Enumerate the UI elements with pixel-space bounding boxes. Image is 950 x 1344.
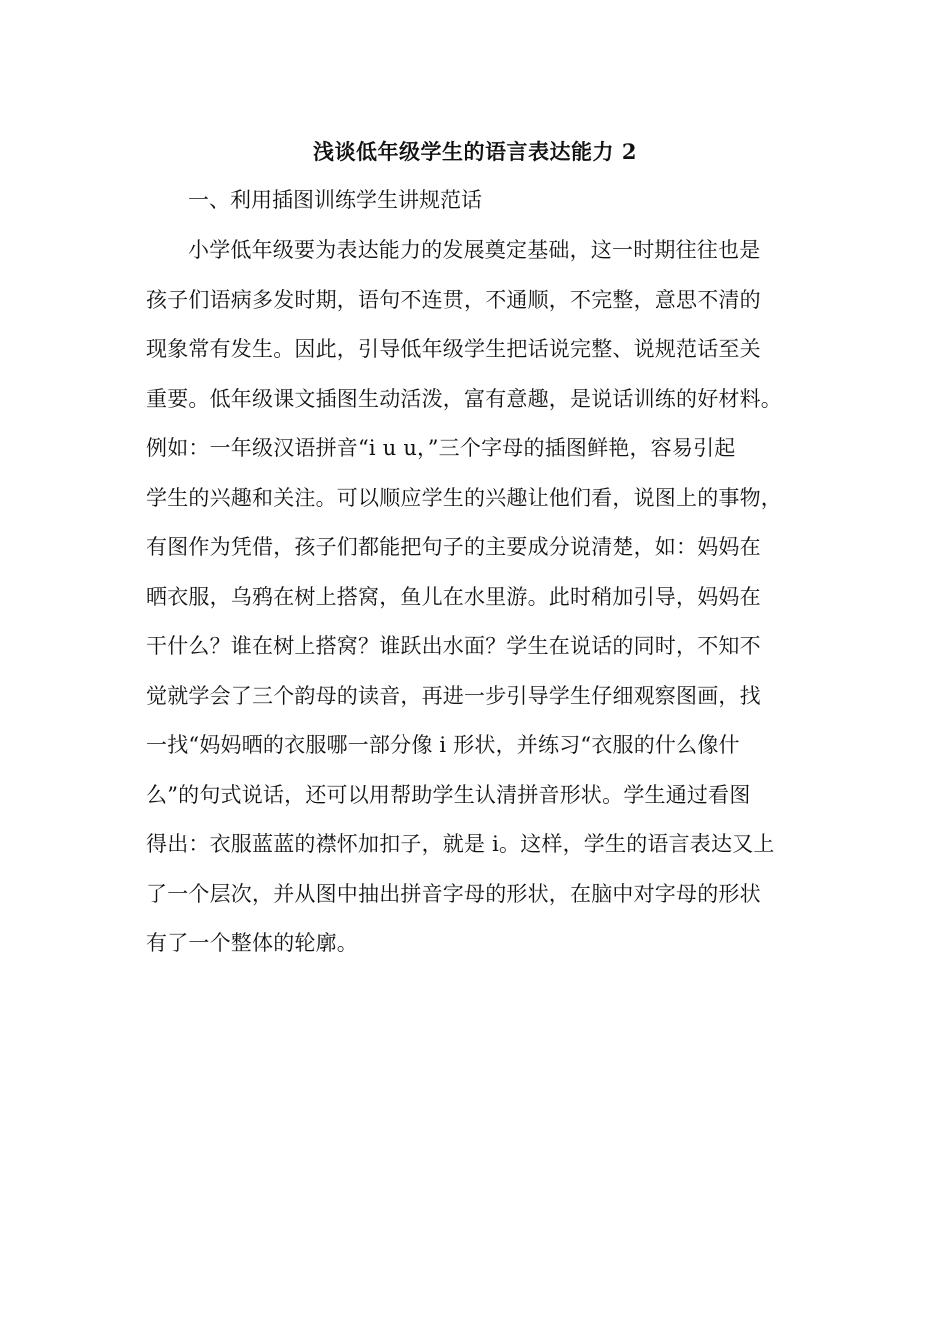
document-title: 浅谈低年级学生的语言表达能力 2 — [313, 139, 637, 164]
paragraph-line: 学生的兴趣和关注。可以顺应学生的兴趣让他们看，说图上的事物， — [146, 485, 782, 510]
paragraph-line: 有图作为凭借，孩子们都能把句子的主要成分说清楚，如：妈妈在 — [146, 535, 761, 559]
section-heading: 一、利用插图训练学生讲规范话 — [188, 188, 482, 212]
paragraph-line: 觉就学会了三个韵母的读音，再进一步引导学生仔细观察图画，找 — [146, 683, 761, 708]
paragraph-line: 孩子们语病多发时期，语句不连贯，不通顺，不完整，意思不清的 — [146, 287, 761, 312]
paragraph-line: 重要。低年级课文插图生动活泼，富有意趣，是说话训练的好材料。 — [146, 386, 782, 411]
paragraph-line: 小学低年级要为表达能力的发展奠定基础，这一时期往往也是 — [188, 238, 761, 262]
paragraph-line: 晒衣服，乌鸦在树上搭窝，鱼儿在水里游。此时稍加引导，妈妈在 — [146, 584, 761, 609]
paragraph-line: 一找“妈妈晒的衣服哪一部分像 i 形状，并练习“衣服的什么像什 — [146, 733, 740, 757]
paragraph-line: 例如：一年级汉语拼音“i u u，”三个字母的插图鲜艳，容易引起 — [146, 436, 736, 460]
paragraph-line: 现象常有发生。因此，引导低年级学生把话说完整、说规范话至关 — [146, 337, 761, 361]
paragraph-line: 得出：衣服蓝蓝的襟怀加扣子，就是 i。这样，学生的语言表达又上 — [146, 832, 775, 856]
body-paragraph — [146, 232, 826, 975]
paragraph-line: 么”的句式说话，还可以用帮助学生认清拼音形状。学生通过看图 — [146, 782, 751, 807]
paragraph-line: 干什么？谁在树上搭窝？谁跃出水面？学生在说话的同时，不知不 — [146, 634, 761, 658]
paragraph-line: 有了一个整体的轮廓。 — [146, 931, 358, 955]
paragraph-line: 了一个层次，并从图中抽出拼音字母的形状，在脑中对字母的形状 — [146, 881, 761, 906]
